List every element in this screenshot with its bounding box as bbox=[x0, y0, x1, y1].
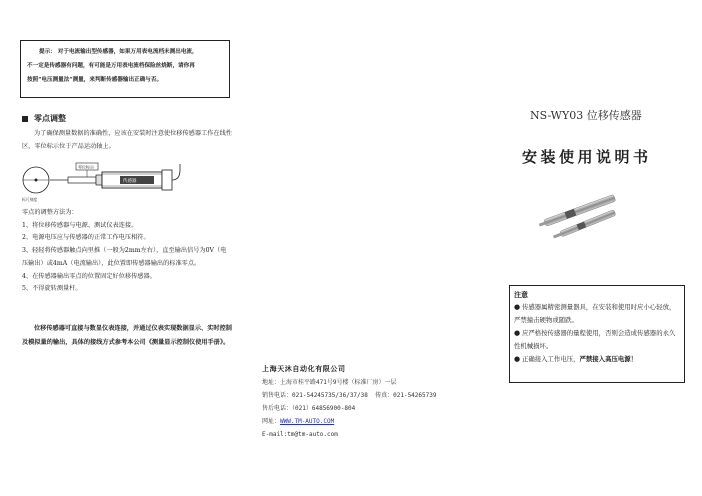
tip-text-1: 对于电流输出型传感器，如果万用表电流档未测出电流， bbox=[57, 49, 198, 55]
tip-line-2: 不一定是传感器有问题，有可能是万用表电流档保险丝烧断，请你再 bbox=[27, 63, 195, 69]
bullet-icon: ● bbox=[514, 355, 521, 363]
zero-adjust-steps bbox=[22, 207, 232, 296]
section-title bbox=[22, 113, 66, 124]
cable bbox=[172, 164, 180, 180]
notice-item-3: ● 正确接入工作电压，严禁接入高压电源！ bbox=[514, 353, 680, 366]
section-intro: 为了确保测量数据的准确性，应该在安装时注意使位移传感器工作在线性区，零位标示位于产品运动轴上。 bbox=[22, 130, 232, 150]
company-name: 上海天沐自动化有限公司 bbox=[262, 364, 346, 373]
method-title: 零点的调整方法为： bbox=[22, 209, 78, 216]
connection-note: 位移传感器可直接与数显仪表连接，并通过仪表实现数据显示、实时控制及模拟量的输出，具体的接线方式参考本公司《测量显示控制仪使用手册》。 bbox=[22, 325, 232, 346]
web-line: 网址：WWW.TM-AUTO.COM bbox=[262, 417, 335, 425]
step-4: 4、在传感器输出零点的位置固定好位移传感器。 bbox=[22, 272, 156, 280]
rod-sleeve bbox=[68, 177, 96, 183]
service-line: 售后电话：（021）64856900-804 bbox=[262, 404, 356, 412]
tail-label: 标尺刻度 bbox=[22, 197, 38, 202]
tip-line-1 bbox=[27, 45, 223, 59]
notice-title: 注意 bbox=[514, 290, 528, 299]
address-line: 地址：上海市桂平路471号9号楼（标准厂房）一层 bbox=[262, 379, 397, 386]
email-line: E-mail:tm@tm-auto.com bbox=[262, 430, 338, 438]
step-5: 5、不得旋转测量杆。 bbox=[22, 285, 82, 293]
email-link[interactable]: tm@tm-auto.com bbox=[287, 430, 338, 438]
bullet-icon: ● bbox=[514, 329, 521, 337]
tip-line-3: 按照“电压测量法”测量，来判断传感器输出正确与否。 bbox=[27, 77, 163, 83]
notice-box bbox=[509, 285, 685, 383]
sensor-rod-1 bbox=[538, 194, 616, 228]
manual-title: 安装使用说明书 bbox=[522, 148, 652, 166]
step-2: 2、电源电压应与传感器的正常工作电压相符。 bbox=[22, 234, 150, 242]
end-view-center bbox=[35, 179, 38, 182]
notice-item-1: ● 传感器属精密测量器具，在安装和使用时应小心轻放，严禁撞击硬物或随跌。 bbox=[514, 303, 676, 324]
notice-item-2: ● 应严格按传感器的量程使用，否则会造成传感器的永久性机械损坏。 bbox=[514, 329, 676, 350]
step-1: 1、将位移传感器与电源、测试仪表连接。 bbox=[22, 221, 138, 229]
zero-mark-label: 零位标示 bbox=[78, 164, 94, 170]
sales-line: 销售电话：021-54245735/36/37/38 传真：021-54265739 bbox=[262, 391, 437, 399]
product-photo bbox=[538, 192, 630, 246]
body-label: 传感器 bbox=[123, 179, 137, 184]
square-bullet-icon bbox=[22, 116, 28, 122]
website-link[interactable]: WWW.TM-AUTO.COM bbox=[280, 417, 335, 425]
model-title: NS-WY03 位移传感器 bbox=[530, 109, 642, 122]
step-3: 3、轻轻将传感器触点向里推（一般为2mm左右），直至输出信号为0V（电压输出）或4mA（电流输出），此位置即传感器输出的标准零点。 bbox=[22, 247, 227, 267]
rod-collar bbox=[96, 175, 102, 185]
tip-label: 提示： bbox=[39, 49, 56, 55]
sensor-zero-diagram bbox=[20, 160, 220, 204]
section-title-text: 零点调整 bbox=[34, 113, 66, 123]
contact-info bbox=[262, 377, 436, 442]
end-cap bbox=[162, 170, 172, 190]
tip-box bbox=[20, 40, 230, 98]
bullet-icon: ● bbox=[514, 303, 521, 311]
